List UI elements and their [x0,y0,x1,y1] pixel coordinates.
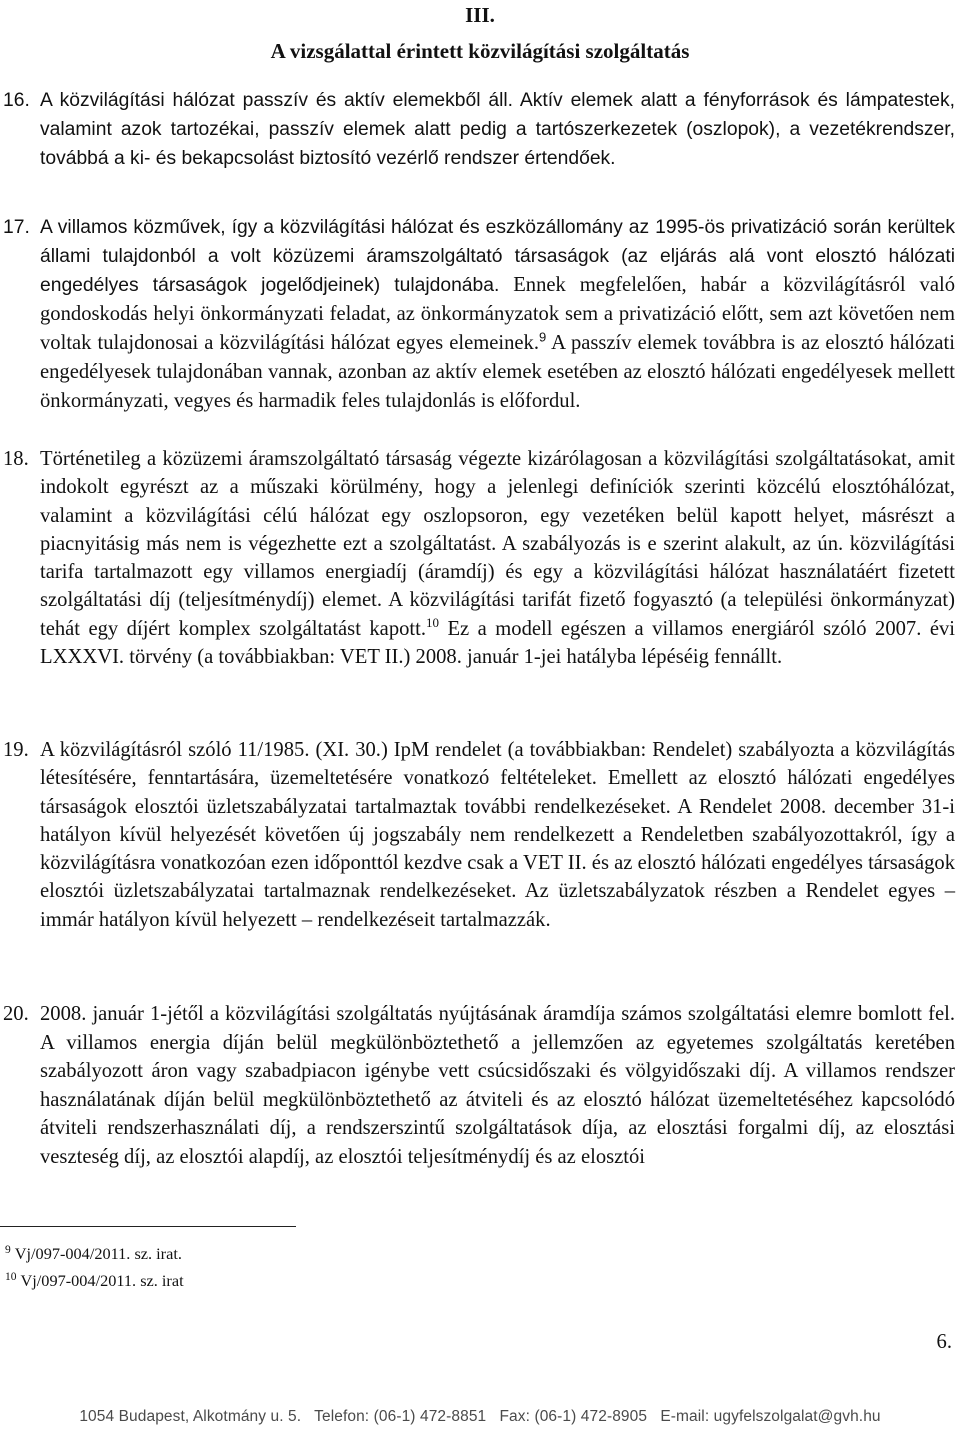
paragraph-text-serif: A passzív elemek továbbra is az elosztó hálózati engedélyesek tulajdonában vannak, azonban az aktív elemek esetében az elosztó hálózati engedélyesek mellett önkormányzati, vegyes és harmadik feles tulajdonlás is előfordul. [40,332,955,412]
paragraph-text: Ez a modell egészen a villamos energiáról szóló 2007. évi LXXXVI. törvény (a továbbiakban: VET II.) 2008. január 1-jei hatályba lépéséig fennállt. [40,617,955,669]
footnote-divider [0,1226,296,1227]
paragraph-text: Történetileg a közüzemi áramszolgáltató társaság végezte kizárólagosan a közvilágítási szolgáltatásokat, amit indokolt egyrészt az a műszaki körülmény, hogy a jelenlegi definíciók szerinti közcélú elosztóhálózat, valamint a közvilágítási célú hálózat egy oszlopsoron, egy vezetéken belül kapott helyet, másrészt a piacnyitásig más nem is végezhette ezt a szolgáltatást. A szabályozás is e szerint alakult, az ún. közvilágítási tarifa tartalmazott egy villamos energiadíj (áramdíj) és egy a közvilágítási hálózat használatáért fizetett szolgáltatási díj (teljesítménydíj) elemet. A közvilágítási tarifát fizető fogyasztó (a települési önkormányzat) tehát egy díjért komplex szolgáltatást kapott. [40,448,955,640]
paragraph-number: 18. [3,448,29,470]
footnote-text: Vj/097-004/2011. sz. irat [20,1271,184,1290]
paragraph-text: A közvilágításról szóló 11/1985. (XI. 30.) IpM rendelet (a továbbiakban: Rendelet) szabályozta a közvilágítás létesítésére, fenntartására, üzemeltetésére vonatkozó feltételeket. Emellett az elosztó hálózati engedélyes társaságok elosztói üzletszabályzatai tartalmaztak további rendelkezéseket. A Rendelet 2008. december 31-i hatályon kívül helyezését követően új jogszabály nem rendelkezett a Rendeletben szabályozottakról, így a közvilágításra vonatkozóan ezen időponttól kezdve csak a VET II. és az elosztó hálózati engedélyes társaságok elosztói üzletszabályzatai tartalmaznak rendelkezéseket. Az üzletszabályzatok részben a Rendelet egyes – immár hatályon kívül helyezett – rendelkezéseit tartalmazzák. [40,739,955,931]
paragraph-16 [0,86,955,173]
chapter-heading: III. [465,3,495,27]
footnote-number: 10 [5,1270,17,1283]
footnote-9 [5,1244,182,1264]
paragraph-17 [0,213,955,416]
section-title: A vizsgálattal érintett közvilágítási szolgáltatás [270,39,690,63]
paragraph-18 [0,445,955,671]
footnote-10 [5,1271,184,1291]
paragraph-text: A közvilágítási hálózat passzív és aktív elemekből áll. Aktív elemek alatt a fényforrások és lámpatestek, valamint azok tartozékai, passzív elemek alatt pedig a tartószerkezetek (oszlopok), a vezetékrendszer, továbbá a ki- és bekapcsolást biztosító vezérlő rendszer értendőek. [40,90,955,169]
footnote-text: Vj/097-004/2011. sz. irat. [14,1244,182,1263]
paragraph-text: A villamos közművek, így a közvilágítási hálózat és eszközállomány az 1995-ös privatizáció során kerültek állami tulajdonból a volt közüzemi áramszolgáltató társaságok (az eljárás alá vont elosztó hálózati engedélyes társaságok jogelődjeinek) tulajdonába. [40,217,955,296]
page-number: 6. [936,1331,952,1353]
paragraph-19 [0,736,955,934]
paragraph-number: 20. [3,1003,29,1025]
paragraph-text-serif: Ennek megfelelően, habár a közvilágításról való gondoskodás helyi önkormányzati feladat, az önkormányzatok sem a privatizáció előtt, sem azt követően nem voltak tulajdonosai a közvilágítási hálózat egyes elemeinek. [40,274,955,354]
paragraph-number: 17. [3,217,30,238]
paragraph-text: 2008. január 1-jétől a közvilágítási szolgáltatás nyújtásának áramdíja számos szolgáltatási elemre bomlott fel. A villamos energia díján belül megkülönböztethető a jellemzően az egyetemes szolgáltatás keretében szabályozott áron vagy szabadpiacon igénybe vett csúcsidőszaki és völgyidőszaki díj. A villamos rendszer használatának díján belül megkülönböztethető az átviteli és az elosztó hálózat üzemeltetéséhez kapcsolódó átviteli rendszerhasználati díj, a rendszerszintű szolgáltatások díja, az elosztási forgalmi díj, az elosztási veszteség díj, az elosztói alapdíj, az elosztói teljesítménydíj és az elosztói [40,1003,955,1168]
footnote-ref-9[interactable]: 9 [539,329,547,345]
footnote-ref-10[interactable]: 10 [426,614,440,630]
paragraph-number: 19. [3,739,29,761]
paragraph-20 [0,1000,955,1172]
footnote-number: 9 [5,1243,11,1256]
paragraph-number: 16. [3,90,30,111]
page-footer: 1054 Budapest, Alkotmány u. 5. Telefon: (06-1) 472-8851 Fax: (06-1) 472-8905 E-mail: ugyfelszolgalat@gvh.hu [79,1408,881,1425]
